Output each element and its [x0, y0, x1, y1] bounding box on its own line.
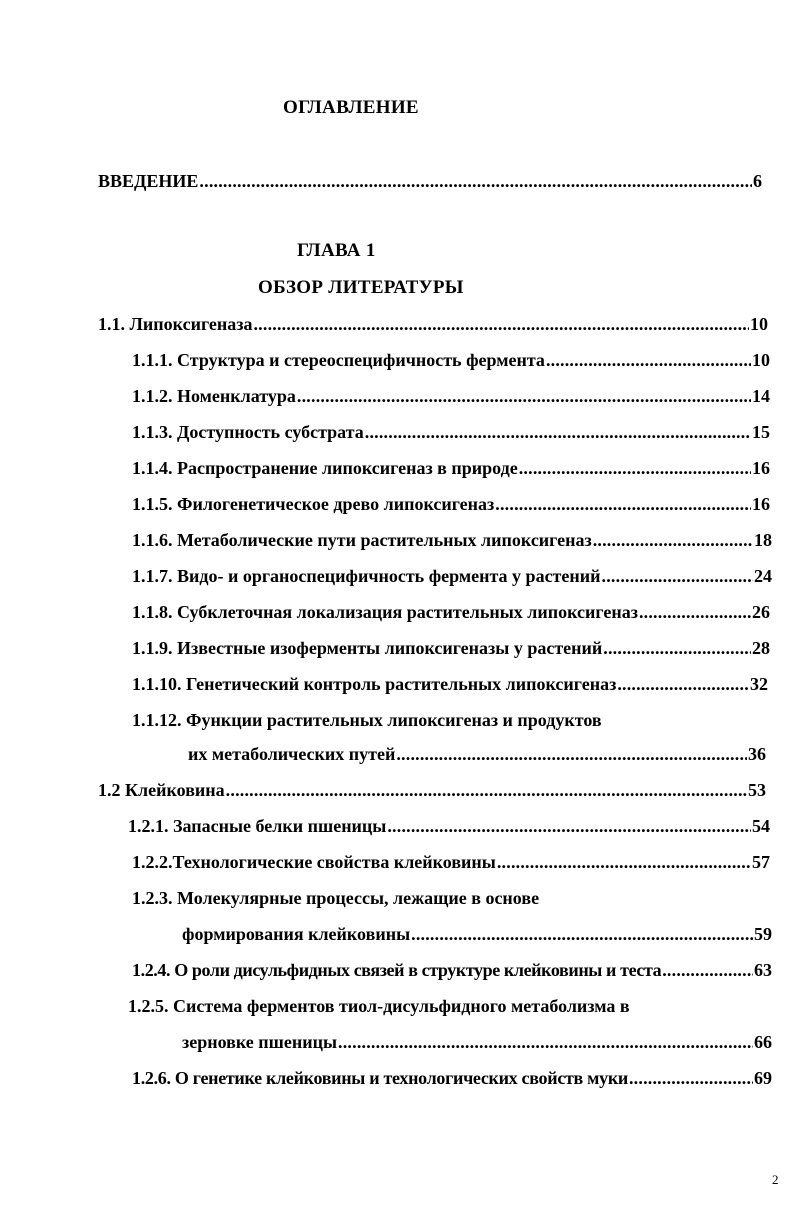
toc-leader — [546, 350, 751, 371]
toc-entry — [132, 1068, 772, 1092]
toc-entry — [132, 960, 772, 984]
toc-leader — [199, 171, 752, 192]
toc-label: 1.1.4. Распространение липоксигеназ в природе — [132, 458, 518, 478]
toc-leader — [338, 1032, 753, 1053]
toc-page: 69 — [754, 1068, 772, 1088]
toc-leader — [602, 566, 753, 587]
toc-leader — [593, 530, 753, 551]
toc-page: 54 — [752, 816, 770, 836]
toc-label: зерновке пшеницы — [182, 1032, 338, 1052]
toc-label: 1.2.4. О роли дисульфидных связей в структуре клейковины и теста — [132, 960, 662, 980]
toc-label: 1.1.8. Субклеточная локализация растительных липоксигеназ — [132, 602, 638, 622]
toc-label: 1.2.2.Технологические свойства клейковины — [132, 852, 496, 872]
toc-leader — [387, 816, 751, 837]
toc-label: формирования клейковины — [182, 924, 411, 944]
toc-page: 6 — [753, 171, 762, 191]
toc-page: 53 — [748, 780, 766, 800]
toc-entry-continuation — [182, 924, 772, 948]
toc-entry — [132, 638, 770, 662]
toc-leader — [365, 422, 751, 443]
toc-leader — [411, 924, 753, 945]
toc-page: 14 — [752, 386, 770, 406]
toc-entry-first-line: 1.2.5. Система ферментов тиол-дисульфидного метаболизма в — [128, 996, 630, 1016]
toc-leader — [639, 602, 751, 623]
toc-entry — [98, 780, 766, 804]
toc-label: 1.1.6. Метаболические пути растительных липоксигеназ — [132, 530, 592, 550]
toc-entry — [132, 494, 770, 518]
toc-label: 1.1.3. Доступность субстрата — [132, 422, 364, 442]
toc-label: их метаболических путей — [188, 744, 396, 764]
toc-leader — [396, 744, 747, 765]
toc-page: 66 — [754, 1032, 772, 1052]
toc-leader — [629, 1068, 753, 1089]
toc-label: 1.2.6. О генетике клейковины и технологических свойств муки — [132, 1068, 628, 1088]
toc-label: 1.2 Клейковина — [98, 780, 225, 800]
toc-page: 15 — [752, 422, 770, 442]
toc-entry — [132, 602, 770, 626]
toc-entry — [132, 566, 772, 590]
toc-intro — [98, 171, 762, 195]
toc-entry — [132, 530, 772, 554]
chapter-subtitle: ОБЗОР ЛИТЕРАТУРЫ — [258, 277, 464, 298]
toc-leader — [297, 386, 751, 407]
toc-leader — [497, 852, 751, 873]
toc-entry — [98, 314, 768, 338]
toc-leader — [253, 314, 749, 335]
toc-page: 36 — [748, 744, 766, 764]
toc-label: 1.1.9. Известные изоферменты липоксигеназы у растений — [132, 638, 603, 658]
toc-entry — [132, 422, 770, 446]
toc-entry — [132, 852, 770, 876]
toc-leader — [617, 674, 749, 695]
toc-entry-continuation — [188, 744, 766, 768]
toc-label: 1.1.1. Структура и стереоспецифичность фермента — [132, 350, 545, 370]
toc-page: 63 — [754, 960, 772, 980]
toc-entry — [132, 674, 768, 698]
toc-leader — [519, 458, 751, 479]
toc-page: 16 — [752, 458, 770, 478]
toc-label: 1.1. Липоксигеназа — [98, 314, 253, 334]
toc-label: 1.1.10. Генетический контроль растительных липоксигеназ — [132, 674, 617, 694]
toc-leader — [603, 638, 751, 659]
toc-entry — [128, 816, 770, 840]
toc-label: ВВЕДЕНИЕ — [98, 171, 199, 191]
toc-page: 26 — [752, 602, 770, 622]
toc-leader — [495, 494, 751, 515]
toc-page: 10 — [750, 314, 768, 334]
toc-label: 1.1.2. Номенклатура — [132, 386, 296, 406]
chapter-title: ГЛАВА 1 — [297, 240, 376, 261]
toc-page: 57 — [752, 852, 770, 872]
toc-entry-first-line: 1.1.12. Функции растительных липоксигеназ и продуктов — [132, 710, 602, 730]
toc-entry — [132, 458, 770, 482]
page-number: 2 — [772, 1172, 779, 1187]
toc-leader — [662, 960, 753, 981]
toc-label: 1.2.1. Запасные белки пшеницы — [128, 816, 387, 836]
toc-page: 16 — [752, 494, 770, 514]
toc-page: 24 — [754, 566, 772, 586]
toc-page: 10 — [752, 350, 770, 370]
toc-leader — [226, 780, 747, 801]
toc-entry — [132, 350, 770, 374]
toc-page: 59 — [754, 924, 772, 944]
toc-entry-first-line: 1.2.3. Молекулярные процессы, лежащие в основе — [132, 888, 540, 908]
toc-label: 1.1.5. Филогенетическое древо липоксигеназ — [132, 494, 495, 514]
toc-entry — [132, 386, 770, 410]
toc-entry-continuation — [182, 1032, 772, 1056]
page-title: ОГЛАВЛЕНИЕ — [283, 97, 419, 118]
toc-page: 18 — [754, 530, 772, 550]
toc-page: 32 — [750, 674, 768, 694]
toc-page: 28 — [752, 638, 770, 658]
toc-label: 1.1.7. Видо- и органоспецифичность фермента у растений — [132, 566, 601, 586]
